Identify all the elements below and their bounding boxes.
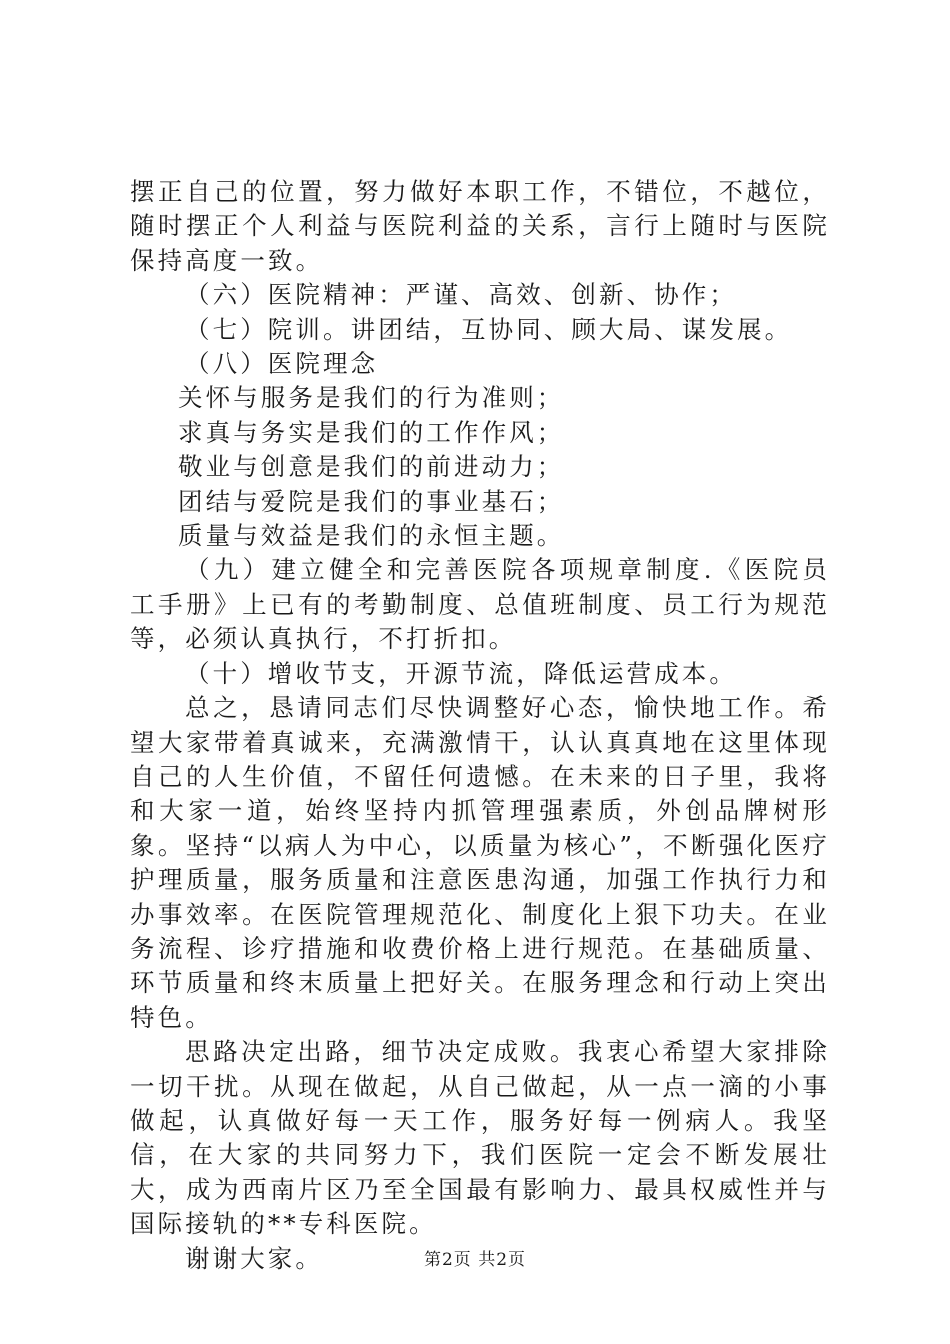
philosophy-item: 质量与效益是我们的永恒主题。 [178, 521, 565, 551]
philosophy-item: 求真与务实是我们的工作作风； [178, 417, 565, 447]
paragraph-rules-and-regulations: （九）建立健全和完善医院各项规章制度.《医院员工手册》上已有的考勤制度、总值班制度、员工行为规范等，必须认真执行，不打折扣。 [130, 555, 830, 654]
paragraph-continuation: 摆正自己的位置，努力做好本职工作，不错位，不越位，随时摆正个人利益与医院利益的关系，言行上随时与医院保持高度一致。 [130, 177, 830, 275]
paragraph-thanks: 谢谢大家。 [185, 1243, 323, 1273]
paragraph-hospital-philosophy-heading: （八）医院理念 [185, 349, 379, 379]
document-body [130, 175, 830, 1276]
philosophy-item: 关怀与服务是我们的行为准则； [178, 383, 565, 413]
paragraph-hospital-spirit: （六）医院精神：严谨、高效、创新、协作； [185, 280, 737, 310]
philosophy-item: 团结与爱院是我们的事业基石； [178, 486, 565, 516]
paragraph-cost-saving: （十）增收节支，开源节流，降低运营成本。 [185, 658, 737, 688]
page-number-footer: 第2页 共2页 [423, 1250, 527, 1270]
philosophy-item: 敬业与创意是我们的前进动力； [178, 452, 565, 482]
paragraph-summary: 总之，恳请同志们尽快调整好心态，愉快地工作。希望大家带着真诚来，充满激情干，认认真真地在这里体现自己的人生价值，不留任何遗憾。在未来的日子里，我将和大家一道，始终坚持内抓管理强素质，外创品牌树形象。坚持“以病人为中心，以质量为核心”，不断强化医疗护理质量，服务质量和注意医患沟通，加强工作执行力和办事效率。在医院管理规范化、制度化上狠下功夫。在业务流程、诊疗措施和收费价格上进行规范。在基础质量、环节质量和终末质量上把好关。在服务理念和行动上突出特色。 [130, 693, 830, 1032]
paragraph-closing-hopes: 思路决定出路，细节决定成败。我衷心希望大家排除一切干扰。从现在做起，从自己做起，从一点一滴的小事做起，认真做好每一天工作，服务好每一例病人。我坚信，在大家的共同努力下，我们医院一定会不断发展壮大，成为西南片区乃至全国最有影响力、最具权威性并与国际接轨的**专科医院。 [130, 1037, 830, 1239]
paragraph-hospital-motto: （七）院训。讲团结，互协同、顾大局、谋发展。 [185, 314, 793, 344]
